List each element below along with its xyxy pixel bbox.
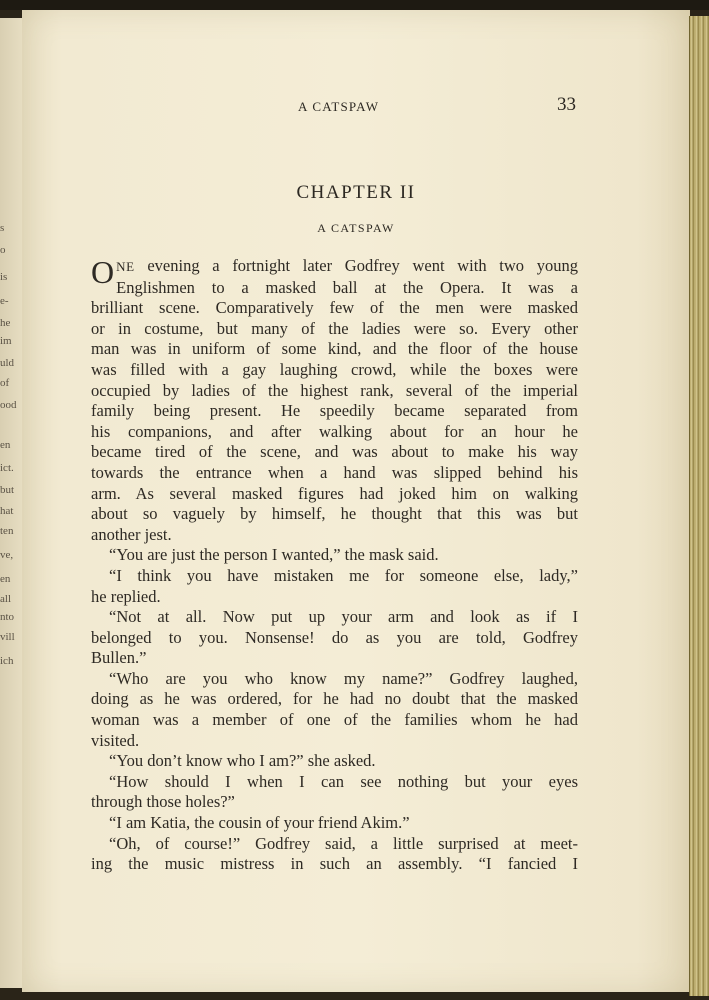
text-line: through those holes?” [91,792,235,812]
text-line: belonged to you. Nonsense! do as you are told, Godfrey [91,627,578,647]
previous-page-fragment: ve, [0,549,14,561]
text-line: occupied by ladies of the highest rank, several of the imperial [91,380,578,400]
text-line: doing as he was ordered, for he had no doubt that the masked [91,689,578,709]
body-text [91,256,578,875]
text-line: about so vaguely by himself, he thought that this was but [91,504,578,524]
text-line: another jest. [91,524,172,544]
text-line: towards the entrance when a hand was slipped behind his [91,462,578,482]
text-line: family being present. He speedily became separated from [91,401,578,421]
text-line: “I think you have mistaken me for someone else, lady,” [109,565,578,585]
previous-page-fragment: nto [0,611,15,623]
text-line: became tired of the scene, and was about to make his way [91,442,578,462]
previous-page-fragment: uld [0,357,15,369]
previous-page-fragment: en [0,439,11,451]
previous-page-fragment: hat [0,505,14,517]
text-line: arm. As several masked figures had joked him on walking [91,483,578,503]
text-line: “Oh, of course!” Godfrey said, a little surprised at meet- [109,833,578,853]
previous-page-fragment: ich [0,655,14,667]
text-line: “You are just the person I wanted,” the mask said. [109,545,439,565]
page-number: 33 [557,94,576,115]
previous-page-fragment: he [0,317,11,329]
previous-page-fragment: im [0,335,12,347]
text-line: brilliant scene. Comparatively few of the men were masked [91,298,578,318]
text-line: Englishmen to a masked ball at the Opera. It was a [116,277,578,297]
previous-page-fragment: of [0,377,10,389]
running-header: A CATSPAW [298,99,380,114]
previous-page-fragment: e- [0,295,9,307]
small-caps-word: NE [116,259,135,274]
chapter-subtitle: A CATSPAW [317,221,395,235]
text-line: Bullen.” [91,648,147,668]
previous-page-fragment: s [0,222,5,234]
line-text: evening a fortnight later Godfrey went with two young [134,256,578,275]
previous-page-fragment: vill [0,631,15,643]
text-line: was filled with a gay laughing crowd, while the boxes were [91,359,578,379]
text-line: visited. [91,730,140,750]
text-line: “Who are you who know my name?” Godfrey laughed, [109,668,578,688]
text-line: man was in uniform of some kind, and the floor of the house [91,339,578,359]
previous-page-fragment: ict. [0,462,14,474]
chapter-title: CHAPTER II [296,182,416,203]
text-line: his companions, and after walking about for an hour he [91,421,578,441]
text-line: he replied. [91,586,161,606]
previous-page-fragment: ood [0,399,17,411]
previous-page-fragment: is [0,271,8,283]
text-line: “You don’t know who I am?” she asked. [109,751,376,771]
previous-page-fragment: o [0,244,6,256]
page-block-edges [689,16,709,996]
previous-page-fragment: all [0,593,11,605]
drop-cap: O [91,254,115,290]
text-line: “How should I when I can see nothing but your eyes [109,771,578,791]
previous-page-fragment: en [0,573,11,585]
text-line: or in costume, but many of the ladies were so. Every other [91,318,578,338]
text-line: woman was a member of one of the families whom he had [91,710,578,730]
text-line: “I am Katia, the cousin of your friend Akim.” [109,813,410,833]
previous-page-fragment: but [0,484,15,496]
text-line: ing the music mistress in such an assembly. “I fancied I [91,854,578,874]
text-line: “Not at all. Now put up your arm and look as if I [109,607,578,627]
previous-page-fragment: ten [0,525,14,537]
top-shadow [0,0,709,10]
